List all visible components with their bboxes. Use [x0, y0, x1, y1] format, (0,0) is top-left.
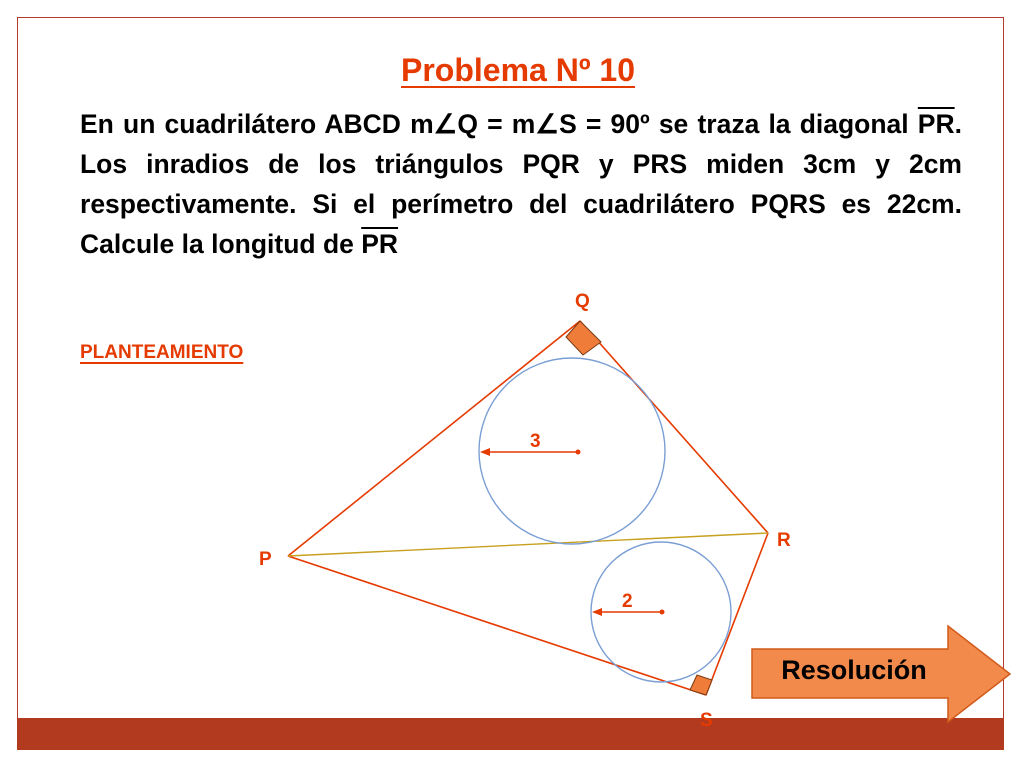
segment-pr-2: $\overline{PR}$: [361, 229, 399, 259]
right-angle-marker-q: [566, 321, 601, 355]
arrow-shape[interactable]: [752, 626, 1010, 722]
diagonal-pr: [288, 533, 768, 556]
vertex-label-q: Q: [575, 291, 590, 312]
vertex-label-s: S: [700, 710, 713, 731]
radius-arrowhead-top: [480, 448, 490, 456]
resolucion-button[interactable]: [752, 626, 1010, 722]
inradius-label-top: 3: [530, 431, 541, 452]
page-title: Problema Nº 10: [401, 52, 635, 88]
section-heading: PLANTEAMIENTO: [80, 342, 244, 363]
radius-arrowhead-bottom: [592, 608, 602, 616]
incenter-bottom: [660, 610, 665, 615]
vertex-label-p: P: [259, 549, 272, 570]
resolucion-button-label: Resolución: [781, 655, 927, 685]
problem-text-part1: En un cuadrilátero ABCD m∠Q = m∠S = 90º se traza la diagonal: [80, 109, 918, 139]
segment-pr-1: $\overline{PR}$: [917, 109, 955, 139]
side-sp: [288, 556, 706, 695]
problem-text-part2: . Los inradios de los triángulos PQR y PRS miden 3cm y 2cm respectivamente. Si el perímetro del cuadrilátero PQRS es 22cm. Calcule la longitud de: [80, 109, 962, 259]
right-angle-marker-s: [690, 675, 712, 695]
side-qr: [580, 321, 768, 533]
inradius-label-bottom: 2: [622, 591, 633, 612]
incenter-top: [576, 450, 581, 455]
vertex-label-r: R: [777, 530, 791, 551]
